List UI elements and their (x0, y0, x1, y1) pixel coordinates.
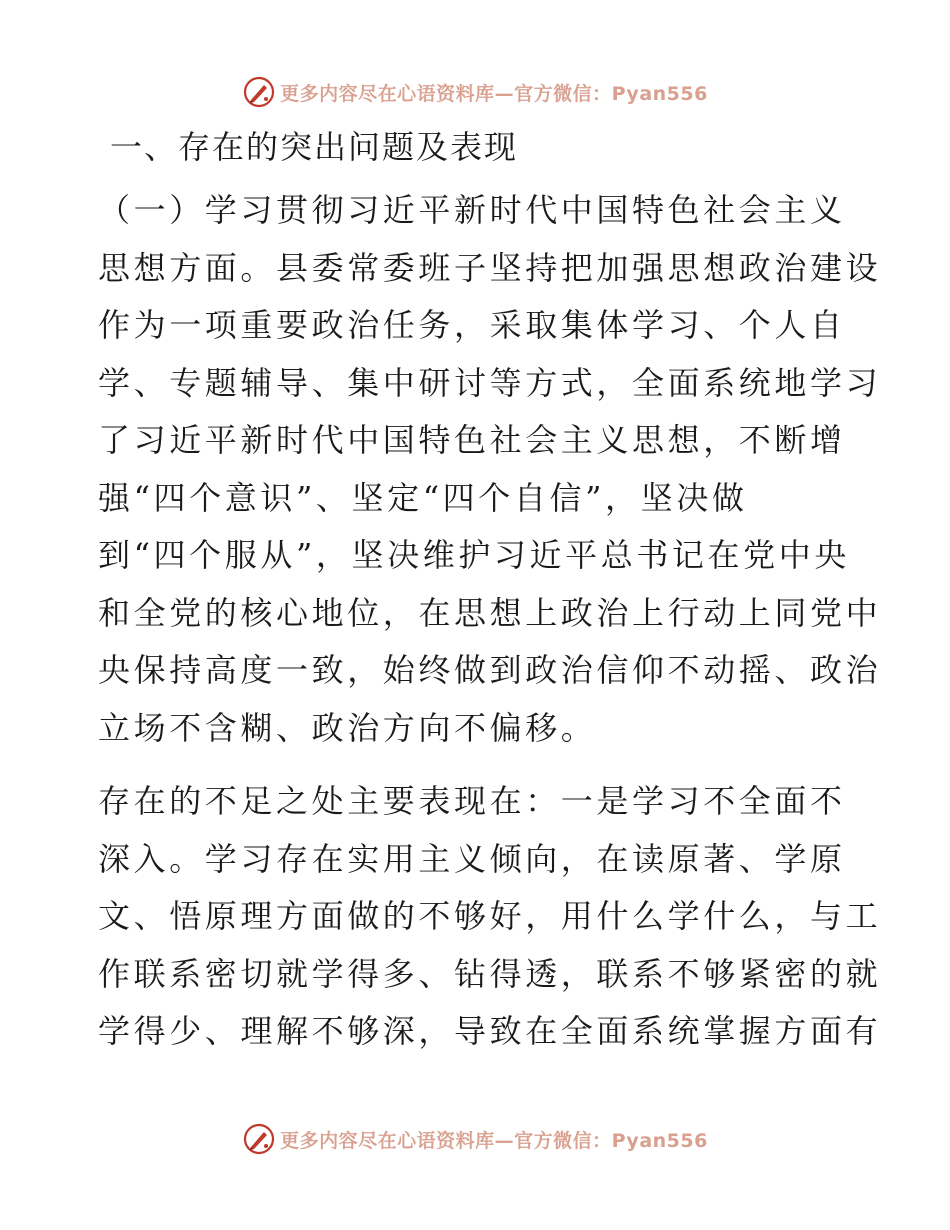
text-line: 和全党的核心地位，在思想上政治上行动上同党中 (98, 593, 882, 632)
text-line: 存在的不足之处主要表现在：一是学习不全面不 (98, 782, 846, 820)
text-line: 思想方面。县委常委班子坚持把加强思想政治建设 (98, 248, 882, 287)
text-line: （一）学习贯彻习近平新时代中国特色社会主义 (98, 191, 846, 229)
text-line: 文、悟原理方面做的不够好，用什么学什么，与工 (98, 897, 882, 935)
text-line: 央保持高度一致，始终做到政治信仰不动摇、政治 (98, 651, 882, 689)
text-line: 到“四个服从”，坚决维护习近平总书记在党中央 (98, 536, 850, 574)
text-line: 立场不含糊、政治方向不偏移。 (98, 708, 597, 747)
text-line: 学得少、理解不够深，导致在全面系统掌握方面有 (98, 1012, 882, 1050)
paragraph-1 (98, 182, 882, 757)
text-line: 学、专题辅导、集中研讨等方式，全面系统地学习 (98, 363, 882, 402)
watermark-text: 更多内容尽在心语资料库—官方微信：Pyan556 (280, 1129, 708, 1152)
paragraph-gap (98, 757, 858, 773)
text-line: 了习近平新时代中国特色社会主义思想，不断增 (98, 421, 846, 459)
watermark-text: 更多内容尽在心语资料库—官方微信：Pyan556 (280, 82, 708, 105)
text-line: 深入。学习存在实用主义倾向，在读原著、学原 (98, 839, 846, 878)
text-line: 强“四个意识”、坚定“四个自信”，坚决做 (98, 478, 748, 517)
section-heading: 一、存在的突出问题及表现 (110, 128, 519, 166)
text-line: 作联系密切就学得多、钻得透，联系不够紧密的就 (98, 954, 882, 993)
document-body (98, 118, 882, 1061)
pen-logo-icon (242, 1122, 276, 1156)
pen-logo-icon (242, 75, 276, 109)
text-line: 作为一项重要政治任务，采取集体学习、个人自 (98, 306, 846, 344)
footer-watermark-banner (0, 1119, 950, 1159)
paragraph-2 (98, 773, 882, 1061)
header-watermark-banner (0, 72, 950, 112)
